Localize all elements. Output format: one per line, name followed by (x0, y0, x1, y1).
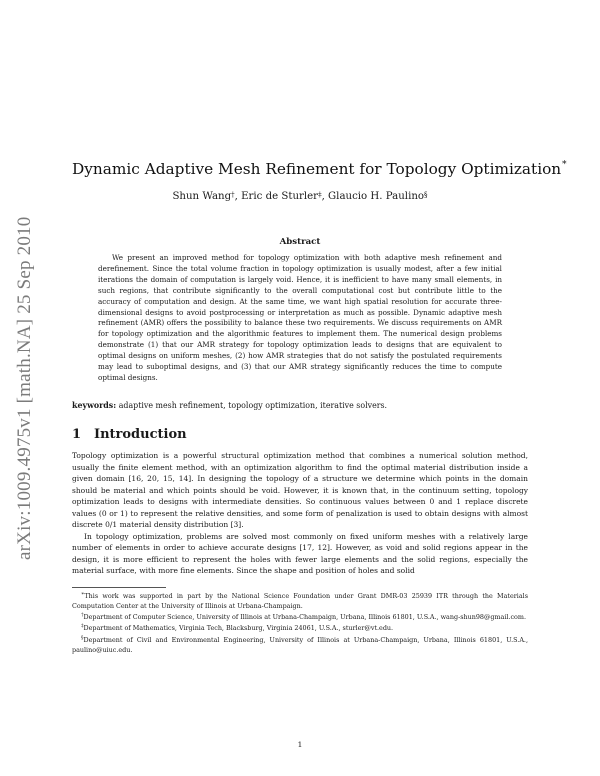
author-name: Eric de Sturler (241, 191, 319, 202)
author-name: Shun Wang (172, 191, 232, 202)
author-mark: † (231, 191, 235, 199)
author-name: Glaucio H. Paulino (328, 191, 425, 202)
section-number: 1 (72, 427, 82, 442)
section-title: Introduction (94, 427, 187, 442)
abstract-body (98, 253, 502, 384)
body-text (72, 450, 528, 577)
section-heading (72, 427, 187, 442)
body-paragraph: Topology optimization is a powerful structural optimization method that combines a numerical solution method, usually the finite element method, with an optimization algorithm to find the optimal material distribution inside a given domain [16, 20, 15, 14]. In designing the topology of a structure we determine which points in the domain should be material and which points should be void. However, it is known that, in the continuum setting, topology optimization leads to designs with intermediate densities. So continuous values between 0 and 1 replace discrete values (0 or 1) to represent the relative densities, and some form of penalization is used to obtain designs with almost discrete 0/1 material density distribution [3]. (72, 451, 528, 529)
author-mark: ‡ (318, 191, 322, 199)
author-mark: § (424, 191, 428, 199)
title-footnote-mark: ∗ (561, 158, 568, 168)
keywords-label: keywords: (72, 401, 117, 410)
abstract-heading: Abstract (279, 237, 321, 247)
body-paragraph: In topology optimization, problems are solved most commonly on fixed uniform meshes with a relatively large number of elements in order to achieve accurate designs [17, 12]. However, as void and solid regions appear in the design, it is more efficient to represent the holes with fewer large elements and the solid regions, especially the material surface, with more fine elements. Since the shape and position of holes and solid (72, 531, 528, 575)
abstract-paragraph: We present an improved method for topology optimization with both adaptive mesh refinement and derefinement. Since the total volume fraction in topology optimization is usually modest, after a few initial iterations the domain of computation is largely void. Hence, it is inefficient to have many small elements, in such regions, that contribute significantly to the overall computational cost but contribute little to the accuracy of computation and design. At the same time, we want high spatial resolution for accurate three-dimensional designs to avoid postprocessing or interpretation as much as possible. Dynamic adaptive mesh refinement (AMR) offers the possibility to balance these two requirements. We discuss requirements on AMR for topology optimization and the algorithmic features to implement them. The numerical design problems demonstrate (1) that our AMR strategy for topology optimization leads to designs that are equivalent to optimal designs on uniform meshes, (2) how AMR strategies that do not satisfy the postulated requirements may lead to suboptimal designs, and (3) that our AMR strategy significantly reduces the time to compute optimal designs. (98, 253, 502, 382)
keywords-line (72, 401, 528, 410)
footnote: §Department of Civil and Environmental Engineering, University of Illinois at Urbana-Champaign, Urbana, Illinois 61801, U.S.A., paulino@uiuc.edu. (72, 635, 528, 654)
footnotes (72, 590, 528, 655)
arxiv-stamp (12, 180, 40, 560)
footnote-rule (72, 587, 166, 588)
paper-title: Dynamic Adaptive Mesh Refinement for Topology Optimization∗ (72, 158, 568, 178)
footnote: ‡Department of Mathematics, Virginia Tech, Blacksburg, Virginia 24061, U.S.A., sturler@vt.edu. (81, 623, 394, 633)
page-number: 1 (297, 740, 303, 749)
footnote: ∗This work was supported in part by the National Science Foundation under Grant DMR-03 25939 ITR through the Materials Computation Center at the University of Illinois at Urbana-Champaign. (72, 591, 528, 610)
keywords-text: adaptive mesh refinement, topology optimization, iterative solvers. (118, 401, 388, 410)
arxiv-identifier: arXiv:1009.4975v1 [math.NA] 25 Sep 2010 (14, 216, 35, 560)
footnote: †Department of Computer Science, University of Illinois at Urbana-Champaign, Urbana, Illinois 61801, U.S.A., wang-shun98@gmail.com. (81, 611, 526, 622)
author-list: Shun Wang†, Eric de Sturler‡, Glaucio H. Paulino§ (172, 191, 428, 202)
